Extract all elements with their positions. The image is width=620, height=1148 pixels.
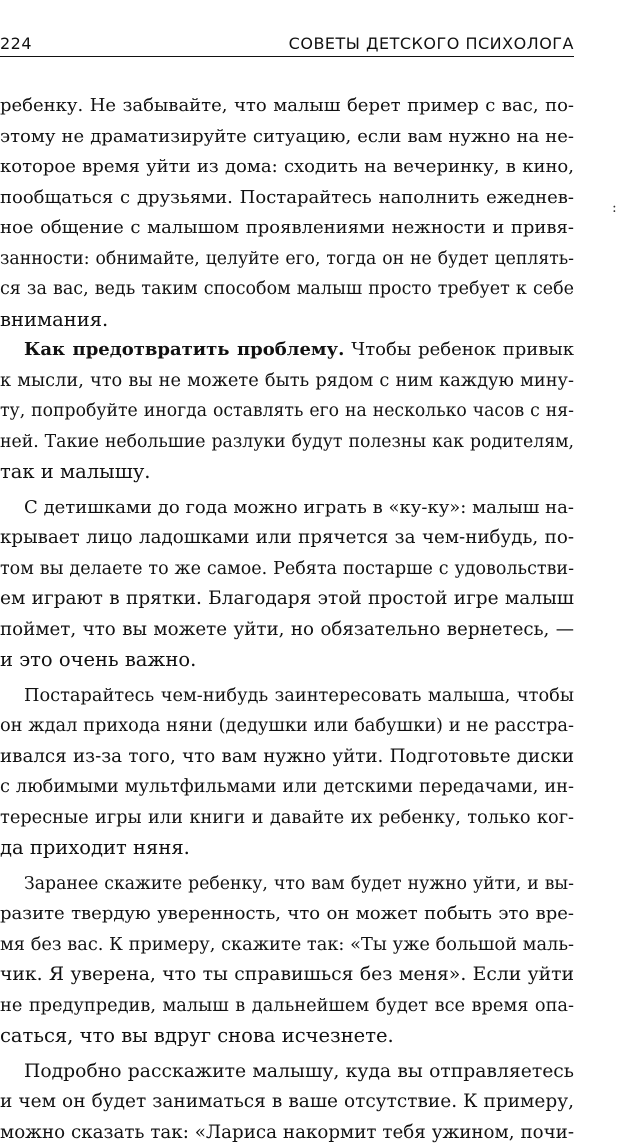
text-line: ребенку. Не забывайте, что малыш берет пример с вас, по- (0, 91, 574, 122)
text-line: этому не драматизируйте ситуацию, если вам нужно на не- (0, 122, 574, 153)
text-line: саться, что вы вдруг снова исчезнете. (0, 1021, 574, 1052)
text-line: Постарайтесь чем-нибудь заинтересовать малыша, чтобы (0, 681, 574, 712)
text-line: крывает лицо ладошками или прячется за чем-нибудь, по- (0, 523, 574, 554)
text-line: он ждал прихода няни (дедушки или бабушки) и не расстра- (0, 711, 574, 742)
page-number: 224 (0, 34, 32, 53)
text-line: ся за вас, ведь таким способом малыш просто требует к себе (0, 274, 574, 305)
text-line (0, 335, 574, 366)
text-line: С детишками до года можно играть в «ку-ку»: малыш на- (0, 493, 574, 524)
text-line: к мысли, что вы не можете быть рядом с ним каждую мину- (0, 366, 574, 397)
text-line: и это очень важно. (0, 645, 574, 676)
text-line: чик. Я уверена, что ты справишься без меня». Если уйти (0, 960, 574, 991)
text-line: да приходит няня. (0, 833, 574, 864)
text-line: том вы делаете то же самое. Ребята постарше с удовольстви- (0, 554, 574, 585)
text-line: Заранее скажите ребенку, что вам будет нужно уйти, и вы- (0, 869, 574, 900)
text-line: ное общение с малышом проявлениями нежности и привя- (0, 213, 574, 244)
text-line: мя без вас. К примеру, скажите так: «Ты уже большой маль- (0, 930, 574, 961)
body-text (0, 91, 574, 1148)
margin-mark: : (612, 200, 616, 216)
text-line: тересные игры или книги и давайте их ребенку, только ког- (0, 803, 574, 834)
text-line: ивался из-за того, что вам нужно уйти. Подготовьте диски (0, 742, 574, 773)
text-line: ем играют в прятки. Благодаря этой простой игре малыш (0, 584, 574, 615)
text-line: поймет, что вы можете уйти, но обязательно вернетесь, — (0, 615, 574, 646)
text-line: ней. Такие небольшие разлуки будут полезны как родителям, (0, 427, 574, 458)
text-line: которое время уйти из дома: сходить на вечеринку, в кино, (0, 152, 574, 183)
running-head-title: СОВЕТЫ ДЕТСКОГО ПСИХОЛОГА (289, 34, 574, 53)
text-line: разите твердую уверенность, что он может побыть это вре- (0, 899, 574, 930)
text-line: с любимыми мультфильмами или детскими передачами, ин- (0, 772, 574, 803)
bold-lead-in: Как предотвратить проблему. (24, 339, 344, 360)
running-header (0, 26, 574, 57)
text-line: занности: обнимайте, целуйте его, тогда он не будет цеплять- (0, 244, 574, 275)
text-line: и чем он будет заниматься в ваше отсутствие. К примеру, (0, 1087, 574, 1118)
text-line: можно сказать так: «Лариса накормит тебя ужином, почи- (0, 1118, 574, 1148)
text-line: ту, попробуйте иногда оставлять его на несколько часов с ня- (0, 396, 574, 427)
text-line: Подробно расскажите малышу, куда вы отправляетесь (0, 1057, 574, 1088)
text-line: пообщаться с друзьями. Постарайтесь наполнить ежеднев- (0, 183, 574, 214)
text-line: так и малышу. (0, 457, 574, 488)
text-line: внимания. (0, 305, 574, 336)
text-line-rest: Чтобы ребенок привык (344, 339, 574, 360)
text-line: не предупредив, малыш в дальнейшем будет все время опа- (0, 991, 574, 1022)
